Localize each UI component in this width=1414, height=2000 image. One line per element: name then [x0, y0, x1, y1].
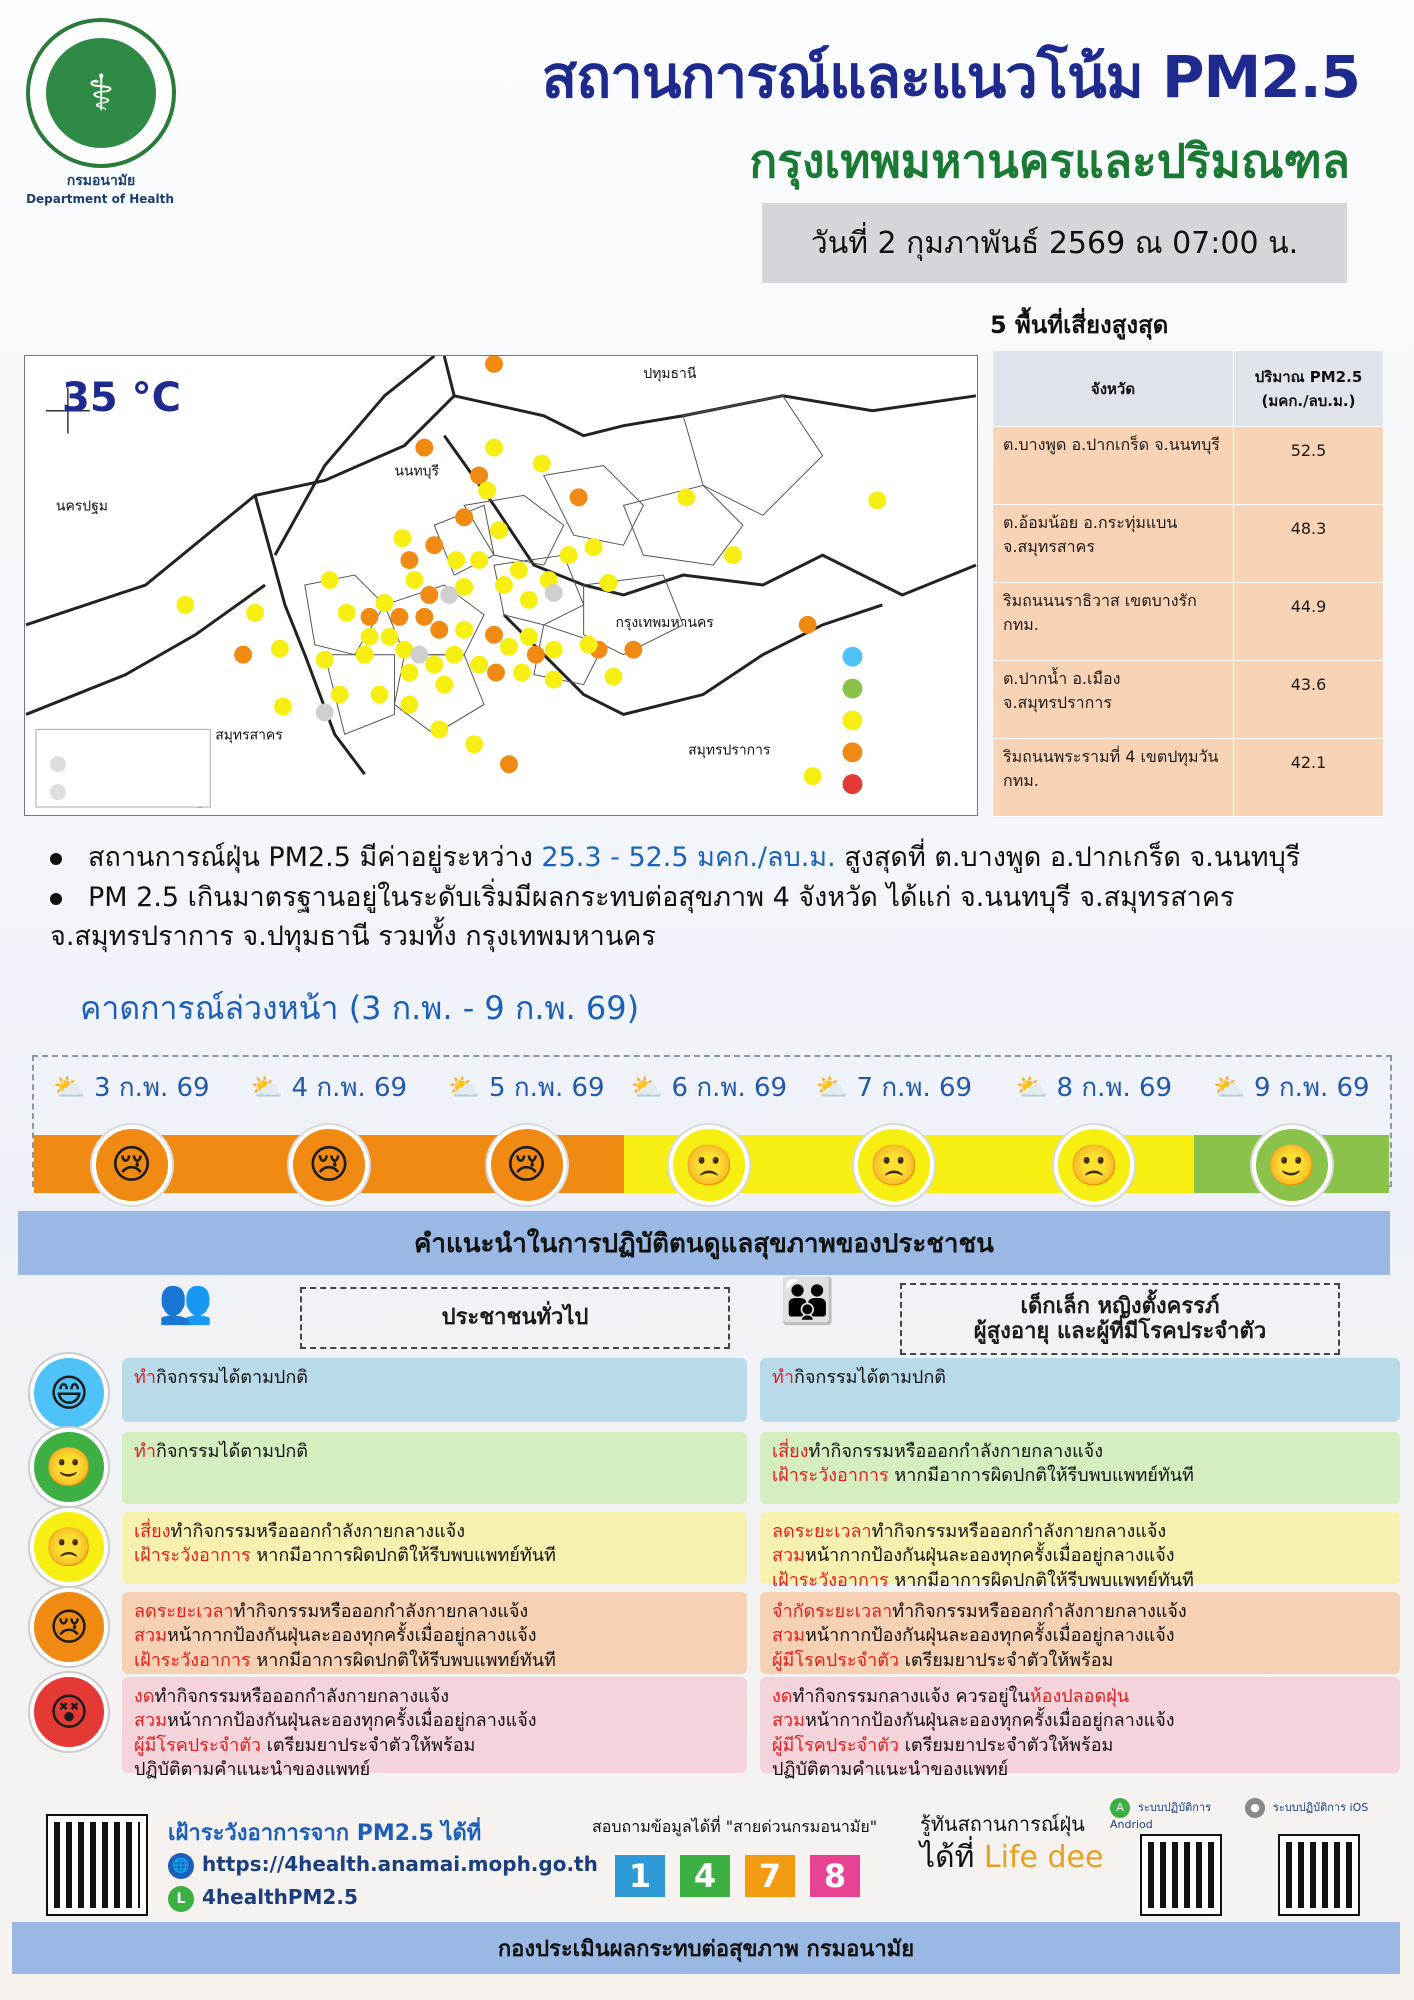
forecast-day-label: ⛅ 6 ก.พ. 69 — [630, 1073, 788, 1103]
top5-value: 42.1 — [1234, 739, 1384, 817]
map-label-bangkok: กรุงเทพมหานคร — [615, 614, 714, 631]
group-risk-line1: เด็กเล็ก หญิงตั้งครรภ์ — [1020, 1293, 1220, 1319]
advice-risk-level-5 — [760, 1677, 1400, 1780]
report-date: วันที่ 2 กุมภาพันธ์ 2569 ณ 07:00 น. — [762, 203, 1347, 283]
qr-code-4health[interactable] — [48, 1816, 146, 1914]
map-svg — [25, 356, 977, 815]
advice-level-face-icon: 🙁 — [30, 1508, 108, 1586]
hotline-digit: 7 — [745, 1855, 795, 1897]
lifedee-name — [920, 1834, 1103, 1881]
map-label-samutsakhon: สมุทรสาคร — [215, 727, 283, 744]
group-risk-line2: ผู้สูงอายุ และผู้ที่มีโรคประจำตัว — [973, 1319, 1267, 1344]
forecast-face-icon: 😢 — [92, 1125, 172, 1205]
advice-line: งดทำกิจกรรมกลางแจ้ง ควรอยู่ในห้องปลอดฝุ่น — [772, 1686, 1130, 1707]
table-row — [993, 583, 1384, 661]
hotline-digit: 8 — [810, 1855, 860, 1897]
map-label-nonthaburi: นนทบุรี — [394, 463, 439, 480]
footer-line-text[interactable]: 4healthPM2.5 — [202, 1885, 358, 1909]
forecast-day — [794, 1065, 994, 1189]
forecast-face-icon: 🙁 — [854, 1125, 934, 1205]
hotline-digit: 4 — [680, 1855, 730, 1897]
advice-general-level-1 — [122, 1358, 747, 1422]
footer-org: กองประเมินผลกระทบต่อสุขภาพ กรมอนามัย — [12, 1922, 1400, 1974]
forecast-strip — [32, 1055, 1392, 1187]
top5-value: 48.3 — [1234, 505, 1384, 583]
page-subtitle: กรุงเทพมหานครและปริมณฑล — [749, 134, 1350, 188]
lifedee-label: รู้ทันสถานการณ์ฝุ่น — [920, 1812, 1085, 1836]
ios-label — [1245, 1798, 1375, 1818]
advice-risk-level-2 — [760, 1432, 1400, 1504]
forecast-title: คาดการณ์ล่วงหน้า (3 ก.พ. - 9 ก.พ. 69) — [80, 989, 640, 1027]
summary-text: สถานการณ์ฝุ่น PM2.5 มีค่าอยู่ระหว่าง — [88, 842, 542, 873]
hotline-label: สอบถามข้อมูลได้ที่ "สายด่วนกรมอนามัย" — [592, 1817, 878, 1836]
android-text: ระบบปฏิบัติการ Andriod — [1110, 1801, 1212, 1831]
top5-area: ต.ปากน้ำ อ.เมือง จ.สมุทรปราการ — [993, 661, 1234, 739]
advice-line: สวมหน้ากากป้องกันฝุ่นละอองทุกครั้งเมื่ออยู่กลางแจ้ง — [134, 1710, 537, 1732]
advice-level-face-icon: 😢 — [30, 1588, 108, 1666]
forecast-day-label: ⛅ 8 ก.พ. 69 — [1015, 1073, 1173, 1103]
apple-icon: ● — [1245, 1798, 1265, 1818]
top5-value: 44.9 — [1234, 583, 1384, 661]
advice-line: ปฏิบัติตามคำแนะนำของแพทย์ — [772, 1758, 1009, 1780]
ministry-logo — [26, 18, 176, 168]
advice-line: สวมหน้ากากป้องกันฝุ่นละอองทุกครั้งเมื่ออยู่กลางแจ้ง — [772, 1625, 1175, 1647]
android-icon: A — [1110, 1798, 1130, 1818]
advice-line: เฝ้าระวังอาการ หากมีอาการผิดปกติให้รีบพบแพทย์ทันที — [772, 1465, 1194, 1487]
forecast-day-label: ⛅ 9 ก.พ. 69 — [1213, 1073, 1370, 1103]
summary-text: สูงสุดที่ ต.บางพูด อ.ปากเกร็ด จ.นนทบุรี — [835, 842, 1301, 873]
lifedee-prefix: ได้ที่ — [920, 1840, 984, 1875]
advice-line: ผู้มีโรคประจำตัว เตรียมยาประจำตัวให้พร้อม — [772, 1734, 1114, 1756]
footer-url-text[interactable]: https://4health.anamai.moph.go.th — [202, 1852, 598, 1876]
line-app-icon: L — [168, 1886, 194, 1912]
forecast-day-label: ⛅ 4 ก.พ. 69 — [250, 1073, 408, 1103]
top5-area: ต.บางพูด อ.ปากเกร็ด จ.นนทบุรี — [993, 427, 1234, 505]
advice-line: เฝ้าระวังอาการ หากมีอาการผิดปกติให้รีบพบแพทย์ทันที — [772, 1569, 1194, 1591]
advice-line: เสี่ยงทำกิจกรรมหรือออกกำลังกายกลางแจ้ง — [772, 1441, 1104, 1462]
page-title: สถานการณ์และแนวโน้ม PM2.5 — [541, 43, 1360, 111]
top5-area: ริมถนนนราธิวาส เขตบางรัก กทม. — [993, 583, 1234, 661]
footer-watch-text: เฝ้าระวังอาการจาก PM2.5 ได้ที่ — [168, 1821, 482, 1846]
forecast-day — [624, 1065, 794, 1189]
advice-line: งดทำกิจกรรมหรือออกกำลังกายกลางแจ้ง — [134, 1686, 450, 1707]
advice-general-level-4 — [122, 1592, 747, 1674]
table-row — [993, 739, 1384, 817]
top5-col-value: ปริมาณ PM2.5 (มคก./ลบ.ม.) — [1234, 351, 1384, 427]
summary-bullet-2 — [50, 878, 1380, 956]
forecast-face-icon: 🙁 — [1054, 1125, 1134, 1205]
family-group-icon: 👪 — [780, 1276, 835, 1327]
people-group-icon: 👥 — [158, 1276, 213, 1327]
forecast-day — [994, 1065, 1194, 1189]
advice-general-level-2 — [122, 1432, 747, 1504]
android-label — [1110, 1798, 1230, 1831]
top5-area: ต.อ้อมน้อย อ.กระทุ่มแบน จ.สมุทรสาคร — [993, 505, 1234, 583]
forecast-day — [229, 1065, 429, 1188]
lifedee-brand: Life dee — [983, 1840, 1104, 1875]
forecast-day — [1194, 1065, 1389, 1189]
footer-url[interactable] — [168, 1852, 598, 1879]
advice-line: เฝ้าระวังอาการ หากมีอาการผิดปกติให้รีบพบแพทย์ทันที — [134, 1649, 556, 1671]
map-label-pathumthani: ปทุมธานี — [643, 365, 697, 382]
globe-icon: 🌐 — [168, 1853, 194, 1879]
advice-general-level-3 — [122, 1512, 747, 1584]
advice-line: ทำกิจกรรมได้ตามปกติ — [134, 1367, 308, 1388]
table-row — [993, 505, 1384, 583]
table-row — [993, 661, 1384, 739]
top5-title: 5 พื้นที่เสี่ยงสูงสุด — [990, 311, 1169, 339]
hotline-digit: 1 — [615, 1855, 665, 1897]
advice-risk-level-4 — [760, 1592, 1400, 1674]
summary-text: PM 2.5 เกินมาตรฐานอยู่ในระดับเริ่มมีผลกระทบต่อสุขภาพ 4 จังหวัด ได้แก่ จ.นนทบุรี จ.สมุทรสาคร — [88, 882, 1235, 913]
logo-text-en: Department of Health — [26, 192, 174, 206]
advice-general-level-5 — [122, 1677, 747, 1780]
summary-text: จ.สมุทรปราการ จ.ปทุมธานี รวมทั้ง กรุงเทพมหานคร — [50, 921, 656, 953]
summary-bullet-1 — [50, 838, 1380, 877]
top5-value: 52.5 — [1234, 427, 1384, 505]
top5-value: 43.6 — [1234, 661, 1384, 739]
advice-line: ลดระยะเวลาทำกิจกรรมหรือออกกำลังกายกลางแจ้ง — [772, 1521, 1167, 1542]
forecast-day — [34, 1065, 229, 1188]
advice-line: เฝ้าระวังอาการ หากมีอาการผิดปกติให้รีบพบแพทย์ทันที — [134, 1545, 556, 1567]
qr-code-android[interactable] — [1142, 1836, 1220, 1914]
temperature: 35 °C — [62, 375, 181, 421]
footer-line[interactable] — [168, 1885, 358, 1912]
advice-line: ทำกิจกรรมได้ตามปกติ — [134, 1441, 308, 1462]
map-label-nakhonpathom: นครปฐม — [55, 498, 108, 515]
forecast-face-icon: 🙁 — [669, 1125, 749, 1205]
forecast-day-label: ⛅ 7 ก.พ. 69 — [815, 1073, 973, 1103]
advice-line: ปฏิบัติตามคำแนะนำของแพทย์ — [134, 1758, 371, 1780]
advice-line: จำกัดระยะเวลาทำกิจกรรมหรือออกกำลังกายกลางแจ้ง — [772, 1601, 1187, 1622]
ios-text: ระบบปฏิบัติการ iOS — [1273, 1801, 1369, 1814]
forecast-face-icon: 😢 — [487, 1125, 567, 1205]
advice-title: คำแนะนำในการปฏิบัติตนดูแลสุขภาพของประชาชน — [18, 1211, 1390, 1275]
forecast-face-icon: 🙂 — [1252, 1125, 1332, 1205]
bullet-dot — [50, 893, 62, 905]
map-station-legend — [36, 729, 210, 807]
forecast-face-icon: 😢 — [289, 1125, 369, 1205]
advice-level-face-icon: 😵 — [30, 1673, 108, 1751]
advice-line: ทำกิจกรรมได้ตามปกติ — [772, 1367, 946, 1388]
forecast-day-label: ⛅ 3 ก.พ. 69 — [53, 1073, 210, 1103]
caduceus-icon: ⚕ — [46, 38, 156, 148]
advice-level-face-icon: 😄 — [30, 1354, 108, 1432]
advice-line: ผู้มีโรคประจำตัว เตรียมยาประจำตัวให้พร้อม — [772, 1649, 1114, 1671]
advice-risk-level-1 — [760, 1358, 1400, 1422]
top5-table — [992, 350, 1384, 817]
advice-line: ผู้มีโรคประจำตัว เตรียมยาประจำตัวให้พร้อม — [134, 1734, 476, 1756]
forecast-day-label: ⛅ 5 ก.พ. 69 — [448, 1073, 605, 1103]
advice-line: ลดระยะเวลาทำกิจกรรมหรือออกกำลังกายกลางแจ้ง — [134, 1601, 529, 1622]
advice-line: เสี่ยงทำกิจกรรมหรือออกกำลังกายกลางแจ้ง — [134, 1521, 466, 1542]
group-risk — [900, 1283, 1340, 1355]
group-general: ประชาชนทั่วไป — [300, 1287, 730, 1349]
table-row — [993, 427, 1384, 505]
top5-col-area: จังหวัด — [993, 351, 1234, 427]
advice-risk-level-3 — [760, 1512, 1400, 1591]
logo-text-th: กรมอนามัย — [66, 173, 136, 189]
advice-line: สวมหน้ากากป้องกันฝุ่นละอองทุกครั้งเมื่ออยู่กลางแจ้ง — [772, 1545, 1175, 1567]
forecast-day — [429, 1065, 624, 1188]
pm25-map — [24, 355, 978, 816]
top5-area: ริมถนนพระรามที่ 4 เขตปทุมวัน กทม. — [993, 739, 1234, 817]
advice-level-face-icon: 🙂 — [30, 1428, 108, 1506]
advice-line: สวมหน้ากากป้องกันฝุ่นละอองทุกครั้งเมื่ออยู่กลางแจ้ง — [772, 1710, 1175, 1732]
summary-range: 25.3 - 52.5 มคก./ลบ.ม. — [541, 842, 836, 873]
map-label-samutprakan: สมุทรปราการ — [688, 742, 771, 759]
bullet-dot — [50, 853, 62, 865]
qr-code-ios[interactable] — [1280, 1836, 1358, 1914]
advice-line: สวมหน้ากากป้องกันฝุ่นละอองทุกครั้งเมื่ออยู่กลางแจ้ง — [134, 1625, 537, 1647]
map-aqi-legend — [843, 647, 863, 794]
